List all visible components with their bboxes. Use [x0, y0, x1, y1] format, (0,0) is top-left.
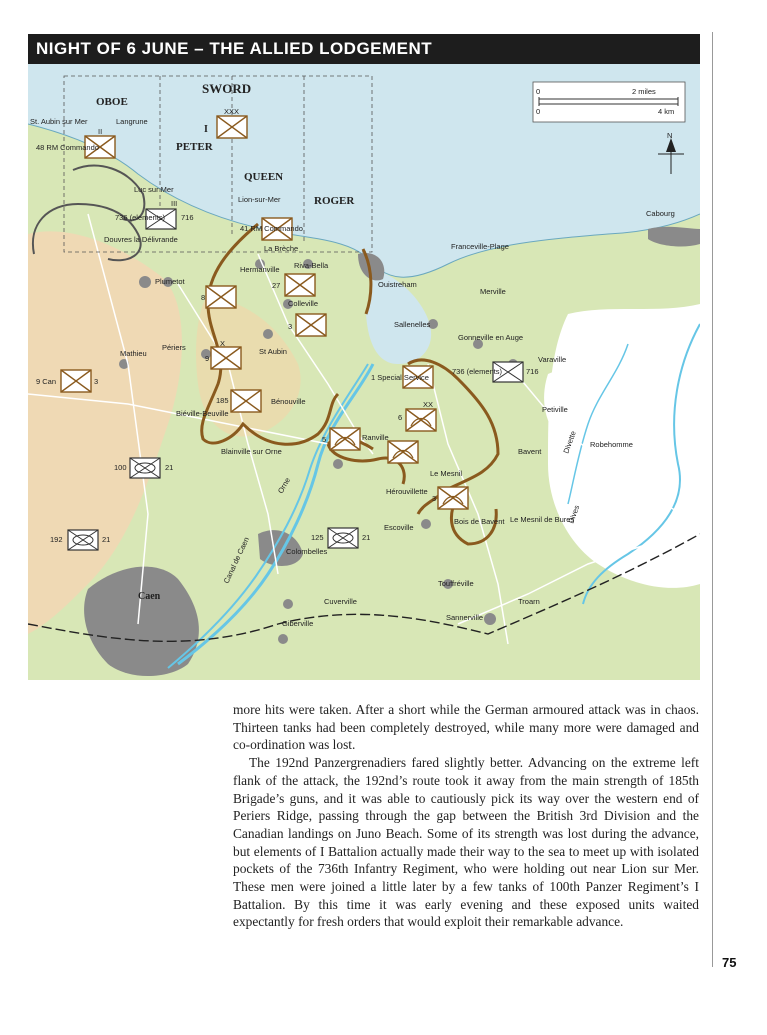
label-125: 125 [311, 533, 324, 542]
label-41rm: 41 RM Commando [240, 224, 303, 233]
place-mathieu: Mathieu [120, 349, 147, 358]
place-sannerville: Sannerville [446, 613, 484, 622]
label-echelon-xxx: XXX [224, 107, 240, 116]
place-escoville: Escoville [384, 523, 414, 532]
place-cabourg: Cabourg [646, 209, 675, 218]
label-3c: 3 [432, 494, 437, 503]
label-48rm: 48 RM Commando [36, 143, 99, 152]
place-lion-sur-mer: Lion-sur-Mer [238, 195, 281, 204]
place-blainville: Blainville sur Orne [221, 447, 282, 456]
place-petiville: Petiville [542, 405, 568, 414]
label-echelon-xx: XX [423, 400, 434, 409]
place-bieville: Biéville-Beuville [176, 409, 229, 418]
label-3-can: 3 [94, 377, 99, 386]
label-echelon-x: X [220, 339, 226, 348]
unit-192-panzergrenadier [68, 530, 98, 550]
label-736-east: 736 (elements) [452, 367, 503, 376]
label-6: 6 [398, 413, 403, 422]
sector-queen: QUEEN [244, 171, 284, 183]
label-1-special: 1 Special Service [371, 373, 429, 382]
north-arrow [658, 138, 684, 174]
scale-km: 4 km [658, 107, 675, 116]
sector-roger: ROGER [314, 195, 355, 207]
label-echelon-ii: II [98, 127, 103, 136]
place-troarn: Troarn [518, 597, 540, 606]
scale-bar [533, 82, 685, 122]
place-st-aubin: St Aubin [259, 347, 287, 356]
label-100: 100 [114, 463, 127, 472]
place-hermanville: Hermanville [240, 265, 280, 274]
place-varaville: Varaville [538, 355, 567, 364]
label-21a: 21 [165, 463, 174, 472]
unit-3-div [296, 314, 326, 336]
label-21c: 21 [362, 533, 371, 542]
unit-ranville-para [388, 441, 418, 463]
place-st-aubin-sur-mer: St. Aubin sur Mer [30, 117, 88, 126]
unit-27 [285, 274, 315, 296]
label-9: 9 [205, 354, 210, 363]
place-touffreville: Touffréville [438, 579, 474, 588]
label-192: 192 [50, 535, 63, 544]
unit-6-airborne [406, 409, 436, 431]
place-luc-sur-mer: Luc sur Mer [134, 185, 174, 194]
place-salenelles: Sallenelles [394, 320, 431, 329]
label-river-orne: Orne [275, 476, 293, 495]
label-corps-i: I [204, 124, 208, 135]
place-cuverville: Cuverville [324, 597, 357, 606]
unit-3-para [438, 487, 468, 509]
label-27: 27 [272, 281, 281, 290]
paragraph-1: more hits were taken. After a short while the German armoured attack was in chaos. Thirteen tanks had been completely destroyed, while many more were damaged and co-ordination was lost. [233, 702, 699, 753]
label-716-east: 716 [526, 367, 539, 376]
unit-9 [211, 347, 241, 369]
map-title: NIGHT OF 6 JUNE – THE ALLIED LODGEMENT [28, 34, 700, 64]
place-ouistreham: Ouistreham [378, 280, 417, 289]
unit-185 [231, 390, 261, 412]
label-9-can: 9 Can [36, 377, 57, 386]
scale-zero-bottom: 0 [536, 107, 541, 116]
place-douvres: Douvres la Délivrande [104, 235, 178, 244]
unit-9-can [61, 370, 91, 392]
scale-miles: 2 miles [632, 87, 656, 96]
place-giberville: Giberville [282, 619, 314, 628]
label-river-dives: Dives [566, 503, 582, 525]
label-21b: 21 [102, 535, 111, 544]
unit-sword-i-corps [217, 116, 247, 138]
unit-8 [206, 286, 236, 308]
map [28, 64, 700, 680]
place-le-mesnil-de-bures: Le Mesnil de Bures [510, 515, 575, 524]
paragraph-2: The 192nd Panzergrenadiers fared slightly better. Advancing on the extreme left flank of the attack, the 192nd’s route took it away from the main strength of 185th Brigade’s guns, and it was able to cautiously pick its way over the western end of Periers Ridge, passing through the gap between the British 3rd Division and the Canadian landings on Juno Beach. Some of its strength was lost during the advance, but elements of I Battalion actually made their way to the sea to meet up with isolated pockets of the 736th Infantry Regiment, who were holding out near Lion sur Mer. These men were joined a little later by a few tanks of 100th Panzer Regiment’s I Battalion. By this time it was early evening and these exposed units waited expectantly for fresh orders that would exploit their remarkable advance. [233, 755, 699, 930]
label-river-divette: Divette [561, 429, 578, 455]
sector-peter: PETER [176, 141, 213, 153]
place-gonneville: Gonneville en Auge [458, 333, 524, 342]
place-langrune: Langrune [116, 117, 148, 126]
place-le-mesnil: Le Mesnil [430, 469, 463, 478]
scale-zero-top: 0 [536, 87, 541, 96]
sector-oboe: OBOE [96, 96, 128, 108]
unit-5-para [330, 428, 360, 450]
label-716: 716 [181, 213, 194, 222]
place-robehomme: Robehomme [590, 440, 633, 449]
place-bavent: Bavent [518, 447, 542, 456]
place-ranville: Ranville [362, 433, 389, 442]
label-185: 185 [216, 396, 229, 405]
place-plumetot: Plumetot [155, 277, 185, 286]
place-la-breche: La Brèche [264, 244, 299, 253]
sector-sword: SWORD [202, 81, 252, 96]
page-number: 75 [722, 955, 737, 970]
place-franceville: Franceville-Plage [451, 242, 509, 251]
north-label: N [667, 131, 673, 140]
place-periers: Périers [162, 343, 186, 352]
label-canal-de-caen: Canal de Caen [221, 535, 251, 585]
label-echelon-iii: III [171, 199, 178, 208]
label-736: 736 (elements) [115, 213, 166, 222]
margin-rule [712, 32, 713, 967]
place-merville: Merville [480, 287, 506, 296]
unit-100-panzer [130, 458, 160, 478]
label-8: 8 [201, 293, 206, 302]
place-benouville: Bénouville [271, 397, 306, 406]
place-riva-bella: Riva-Bella [294, 261, 329, 270]
place-colleville: Colleville [288, 299, 319, 308]
unit-125-panzergrenadier [328, 528, 358, 548]
place-bois-de-bavent: Bois de Bavent [454, 517, 505, 526]
place-herouvillette: Hérouvillette [386, 487, 428, 496]
place-caen: Caen [138, 591, 161, 602]
label-3b: 3 [288, 322, 293, 331]
body-text [233, 701, 699, 931]
label-5: 5 [322, 435, 327, 444]
place-colombelles: Colombelles [286, 547, 328, 556]
